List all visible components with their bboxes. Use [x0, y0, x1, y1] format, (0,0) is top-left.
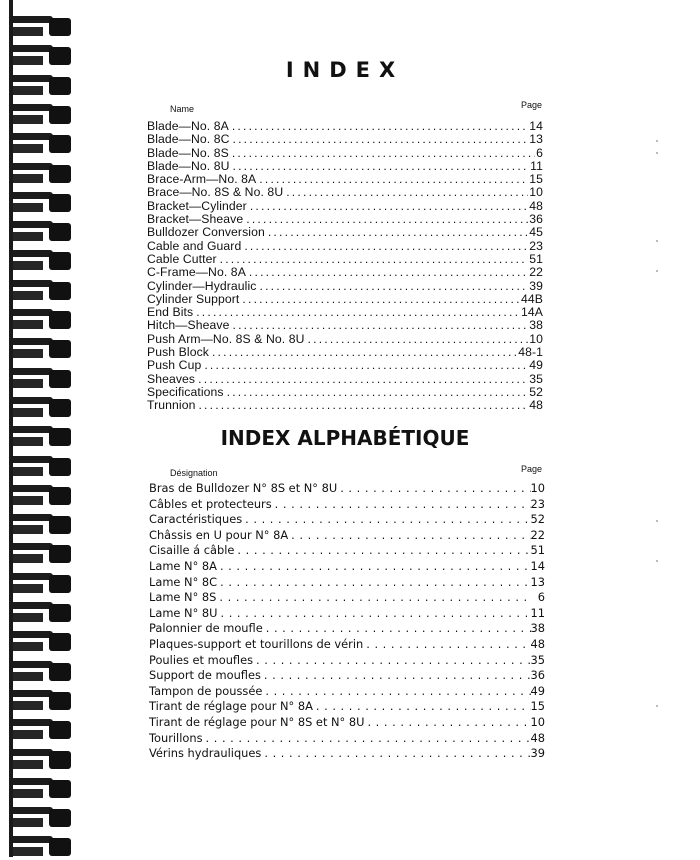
- index-entry: [147, 319, 543, 332]
- entry-page: 13: [529, 132, 543, 147]
- dot-leader: [245, 512, 530, 528]
- binding-ring: [13, 305, 69, 333]
- entry-name: Blade—No. 8A: [147, 119, 229, 133]
- entry-page: 48: [530, 730, 545, 745]
- scan-mark: [656, 705, 658, 707]
- dot-leader: [340, 481, 530, 497]
- dot-leader: [220, 575, 530, 591]
- entry-name: Vérins hydrauliques: [149, 746, 262, 761]
- index-entry: [147, 160, 543, 173]
- index-entry: [147, 373, 543, 386]
- dot-leader: [268, 226, 528, 239]
- entry-page: 49: [529, 358, 543, 373]
- index-list: [147, 120, 543, 413]
- entry-page: 36: [529, 212, 543, 227]
- binding-ring: [13, 539, 69, 567]
- entry-name: Cable Cutter: [147, 251, 217, 266]
- index-entry: [147, 133, 543, 146]
- entry-page: 44B: [521, 291, 543, 306]
- entry-page: 39: [529, 278, 543, 293]
- entry-name: Tourillons: [149, 730, 203, 745]
- entry-name: Sheaves: [147, 371, 196, 386]
- binding-ring: [13, 364, 69, 392]
- entry-name: Brace—No. 8S & No. 8U: [147, 185, 284, 200]
- dot-leader: [198, 399, 528, 412]
- index-entry: [147, 280, 543, 293]
- index-fr-entry: [149, 715, 545, 731]
- binding-ring: [13, 188, 69, 216]
- binding-ring: [13, 452, 69, 480]
- binding-ring: [13, 627, 69, 655]
- entry-name: Bulldozer Conversion: [147, 225, 265, 240]
- entry-name: Push Cup: [147, 358, 202, 373]
- entry-page: 10: [530, 481, 545, 495]
- entry-name: Push Block: [147, 345, 209, 360]
- dot-leader: [206, 731, 531, 747]
- entry-page: 49: [530, 683, 545, 698]
- dot-leader: [220, 253, 529, 266]
- entry-page: 22: [529, 265, 543, 280]
- index-fr-entry: [149, 731, 545, 747]
- binding-ring: [13, 159, 69, 187]
- dot-leader: [242, 293, 520, 306]
- index-entry: [147, 346, 543, 359]
- dot-leader: [249, 266, 528, 279]
- entry-name: Plaques-support et tourillons de vérin: [149, 636, 364, 651]
- entry-page: 52: [530, 512, 545, 527]
- binding-ring: [13, 715, 69, 743]
- index-fr-entry: [149, 684, 545, 700]
- dot-leader: [198, 373, 528, 386]
- index-entry: [147, 200, 543, 213]
- dot-leader: [260, 280, 529, 293]
- dot-leader: [204, 359, 528, 372]
- index-entry: [147, 399, 543, 412]
- scan-mark: [656, 152, 658, 154]
- index-fr-entry: [149, 668, 545, 684]
- scan-mark: [656, 520, 658, 522]
- entry-name: Bracket—Sheave: [147, 212, 244, 227]
- index-entry: [147, 359, 543, 372]
- binding-ring: [13, 569, 69, 597]
- entry-name: Câbles et protecteurs: [149, 496, 272, 511]
- binding-ring: [13, 745, 69, 773]
- page-fr-column-header: Page: [521, 464, 543, 474]
- dot-leader: [367, 715, 530, 731]
- binding-ring: [13, 217, 69, 245]
- entry-name: Blade—No. 8S: [147, 145, 229, 160]
- binding-ring: [13, 510, 69, 538]
- scan-mark: [656, 240, 658, 242]
- index-entry: [147, 266, 543, 279]
- dot-leader: [227, 386, 529, 399]
- dot-leader: [275, 497, 531, 513]
- entry-page: 10: [530, 714, 545, 729]
- entry-page: 48: [529, 198, 543, 213]
- dot-leader: [246, 213, 528, 226]
- binding-ring: [13, 12, 69, 40]
- binding-ring: [13, 276, 69, 304]
- entry-name: Specifications: [147, 384, 224, 399]
- binding-ring: [13, 41, 69, 69]
- entry-name: C-Frame—No. 8A: [147, 265, 246, 280]
- entry-name: Trunnion: [147, 398, 196, 413]
- entry-name: Support de moufles: [149, 668, 261, 683]
- entry-name: Palonnier de moufle: [149, 621, 263, 636]
- entry-name: Blade—No. 8C: [147, 132, 230, 147]
- index-entry: [147, 293, 543, 306]
- spiral-binding: [0, 0, 70, 857]
- entry-name: Brace-Arm—No. 8A: [147, 172, 257, 187]
- dot-leader: [264, 746, 530, 762]
- index-fr-list: [149, 481, 545, 762]
- entry-page: 22: [530, 527, 545, 542]
- dot-leader: [308, 333, 529, 346]
- binding-ring: [13, 803, 69, 831]
- index-entry: [147, 333, 543, 346]
- entry-page: 6: [537, 590, 545, 605]
- binding-ring: [13, 246, 69, 274]
- entry-name: Châssis en U pour N° 8A: [149, 527, 289, 542]
- entry-name: Cisaille á câble: [149, 543, 235, 558]
- index-fr-entry: [149, 528, 545, 544]
- entry-name: Lame N° 8C: [149, 574, 218, 589]
- index-fr-entry: [149, 621, 545, 637]
- dot-leader: [196, 306, 520, 319]
- entry-page: 51: [529, 251, 543, 266]
- index-entry: [147, 386, 543, 399]
- entry-page: 48: [530, 636, 545, 651]
- dot-leader: [233, 319, 529, 332]
- binding-ring: [13, 832, 69, 860]
- index-fr-entry: [149, 575, 545, 591]
- binding-ring: [13, 100, 69, 128]
- entry-page: 15: [530, 699, 545, 714]
- scan-mark: [656, 560, 658, 562]
- index-fr-entry: [149, 606, 545, 622]
- binding-ring: [13, 774, 69, 802]
- entry-page: 36: [530, 668, 545, 683]
- binding-ring: [13, 657, 69, 685]
- entry-name: Caractéristiques: [149, 512, 243, 527]
- entry-page: 14: [529, 119, 543, 133]
- dot-leader: [259, 173, 528, 186]
- index-fr-entry: [149, 481, 545, 497]
- entry-page: 10: [529, 185, 543, 200]
- index-entry: [147, 306, 543, 319]
- binding-ring: [13, 598, 69, 626]
- entry-page: 45: [529, 225, 543, 240]
- index-fr-entry: [149, 746, 545, 762]
- entry-page: 51: [530, 543, 545, 558]
- index-entry: [147, 173, 543, 186]
- dot-leader: [220, 606, 530, 622]
- binding-ring: [13, 481, 69, 509]
- entry-page: 35: [530, 652, 545, 667]
- entry-name: Cable and Guard: [147, 238, 242, 253]
- binding-ring: [13, 334, 69, 362]
- entry-name: Hitch—Sheave: [147, 318, 230, 333]
- entry-name: Tirant de réglage pour N° 8S et N° 8U: [149, 714, 365, 729]
- dot-leader: [265, 684, 530, 700]
- entry-name: Push Arm—No. 8S & No. 8U: [147, 331, 305, 346]
- dot-leader: [232, 120, 528, 133]
- dot-leader: [220, 559, 531, 575]
- entry-name: Bracket—Cylinder: [147, 198, 247, 213]
- scan-mark: [656, 270, 658, 272]
- entry-page: 52: [529, 384, 543, 399]
- index-fr-entry: [149, 497, 545, 513]
- entry-name: Tirant de réglage pour N° 8A: [149, 699, 313, 714]
- index-entry: [147, 120, 543, 133]
- index-title: INDEX: [285, 58, 405, 82]
- index-entry: [147, 240, 543, 253]
- dot-leader: [219, 590, 531, 606]
- entry-page: 48-1: [518, 345, 543, 360]
- index-fr-title: INDEX ALPHABÉTIQUE: [220, 426, 470, 450]
- entry-page: 6: [536, 145, 543, 160]
- dot-leader: [366, 637, 530, 653]
- index-entry: [147, 213, 543, 226]
- entry-name: Lame N° 8A: [149, 558, 217, 573]
- dot-leader: [212, 346, 517, 359]
- entry-page: 23: [530, 496, 545, 511]
- dot-leader: [286, 186, 528, 199]
- index-entry: [147, 147, 543, 160]
- index-entry: [147, 253, 543, 266]
- index-fr-entry: [149, 699, 545, 715]
- entry-page: 38: [529, 318, 543, 333]
- name-column-header: Name: [170, 104, 195, 114]
- index-fr-entry: [149, 637, 545, 653]
- entry-name: Tampon de poussée: [149, 683, 263, 698]
- entry-page: 14A: [521, 305, 543, 320]
- dot-leader: [233, 160, 530, 173]
- dot-leader: [316, 699, 531, 715]
- dot-leader: [244, 240, 528, 253]
- entry-page: 11: [530, 605, 545, 620]
- entry-name: Lame N° 8U: [149, 605, 218, 620]
- dot-leader: [266, 621, 531, 637]
- index-fr-entry: [149, 512, 545, 528]
- binding-ring: [13, 393, 69, 421]
- designation-column-header: Désignation: [170, 468, 218, 478]
- binding-ring: [13, 129, 69, 157]
- entry-page: 13: [530, 574, 545, 589]
- entry-page: 35: [529, 371, 543, 386]
- dot-leader: [256, 653, 530, 669]
- entry-page: 10: [529, 331, 543, 346]
- entry-page: 39: [530, 746, 545, 761]
- entry-name: Cylinder Support: [147, 291, 240, 306]
- dot-leader: [237, 543, 530, 559]
- index-fr-entry: [149, 543, 545, 559]
- page-column-header: Page: [521, 100, 543, 110]
- index-fr-entry: [149, 590, 545, 606]
- index-entry: [147, 186, 543, 199]
- index-entry: [147, 226, 543, 239]
- index-fr-entry: [149, 559, 545, 575]
- dot-leader: [233, 133, 529, 146]
- entry-page: 38: [530, 621, 545, 636]
- entry-page: 14: [530, 558, 545, 573]
- scan-mark: [656, 140, 658, 142]
- entry-name: Bras de Bulldozer N° 8S et N° 8U: [149, 481, 338, 495]
- entry-page: 11: [530, 158, 543, 173]
- entry-name: Poulies et moufles: [149, 652, 254, 667]
- entry-name: Cylinder—Hydraulic: [147, 278, 257, 293]
- entry-name: Lame N° 8S: [149, 590, 217, 605]
- index-fr-entry: [149, 653, 545, 669]
- binding-ring: [13, 71, 69, 99]
- entry-page: 23: [529, 238, 543, 253]
- dot-leader: [264, 668, 531, 684]
- dot-leader: [232, 147, 535, 160]
- binding-ring: [13, 422, 69, 450]
- entry-page: 15: [529, 172, 543, 187]
- binding-ring: [13, 686, 69, 714]
- entry-name: Blade—No. 8U: [147, 158, 230, 173]
- entry-page: 48: [529, 398, 543, 413]
- dot-leader: [250, 200, 528, 213]
- entry-name: End Bits: [147, 305, 194, 320]
- dot-leader: [291, 528, 530, 544]
